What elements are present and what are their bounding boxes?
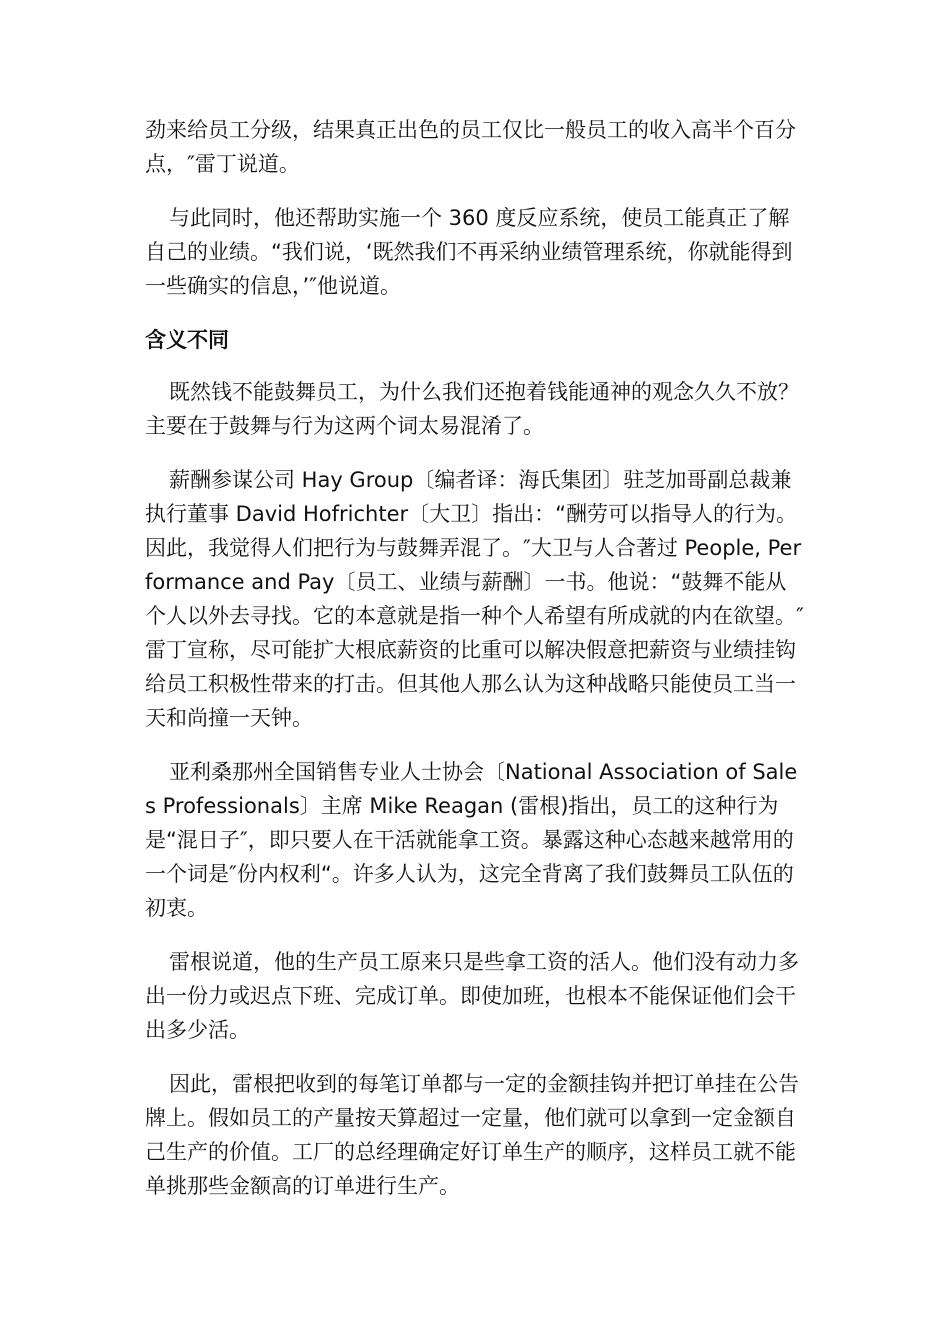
paragraph-continued: 劲来给员工分级，结果真正出色的员工仅比一般员工的收入高半个百分点，″雷丁说道。 (145, 118, 796, 176)
paragraph-money-motivation: 既然钱不能鼓舞员工，为什么我们还抱着钱能通神的观念久久不放？主要在于鼓舞与行为这两个词太易混淆了。 (145, 380, 799, 438)
paragraph-production-staff: 雷根说道，他的生产员工原来只是些拿工资的活人。他们没有动力多出一份力或迟点下班、完成订单。即使加班，也根本不能保证他们会干出多少活。 (145, 950, 799, 1042)
paragraph-360-feedback: 与此同时，他还帮助实施一个 360 度反应系统，使员工能真正了解自己的业绩。“我们说，‘既然我们不再采纳业绩管理系统，你就能得到一些确实的信息，’″他说道。 (145, 206, 793, 298)
paragraph-orders-board: 因此，雷根把收到的每笔订单都与一定的金额挂钩并把订单挂在公告牌上。假如员工的产量按天算超过一定量，他们就可以拿到一定金额自己生产的价值。工厂的总经理确定好订单生产的顺序，这样员工就不能单挑那些金额高的订单进行生产。 (145, 1072, 799, 1198)
paragraph-hay-group: 薪酬参谋公司 Hay Group〔编者译：海氏集团〕驻芝加哥副总裁兼执行董事 David Hofrichter〔大卫〕指出：“酬劳可以指导人的行为。因此，我觉得人们把行为与鼓舞弄混了。″大卫与人合著过 People, Performance and Pay〔员工、业绩与薪酬〕一书。他说：“鼓舞不能从个人以外去寻找。它的本意就是指一种个人希望有所成就的内在欲望。″雷丁宣称，尽可能扩大根底薪资的比重可以解决假意把薪资与业绩挂钩给员工积极性带来的打击。但其他人那么认为这种战略只能使员工当一天和尚撞一天钟。 (145, 468, 804, 730)
section-heading: 含义不同 (145, 328, 229, 352)
paragraph-nasp: 亚利桑那州全国销售专业人士协会〔National Association of Sales Professionals〕主席 Mike Reagan (雷根)指出，员工的这种行为是“混日子″，即只要人在干活就能拿工资。暴露这种心态越来越常用的一个词是″份内权利“。许多人认为，这完全背离了我们鼓舞员工队伍的初衷。 (145, 760, 798, 920)
document-page (145, 113, 805, 1223)
